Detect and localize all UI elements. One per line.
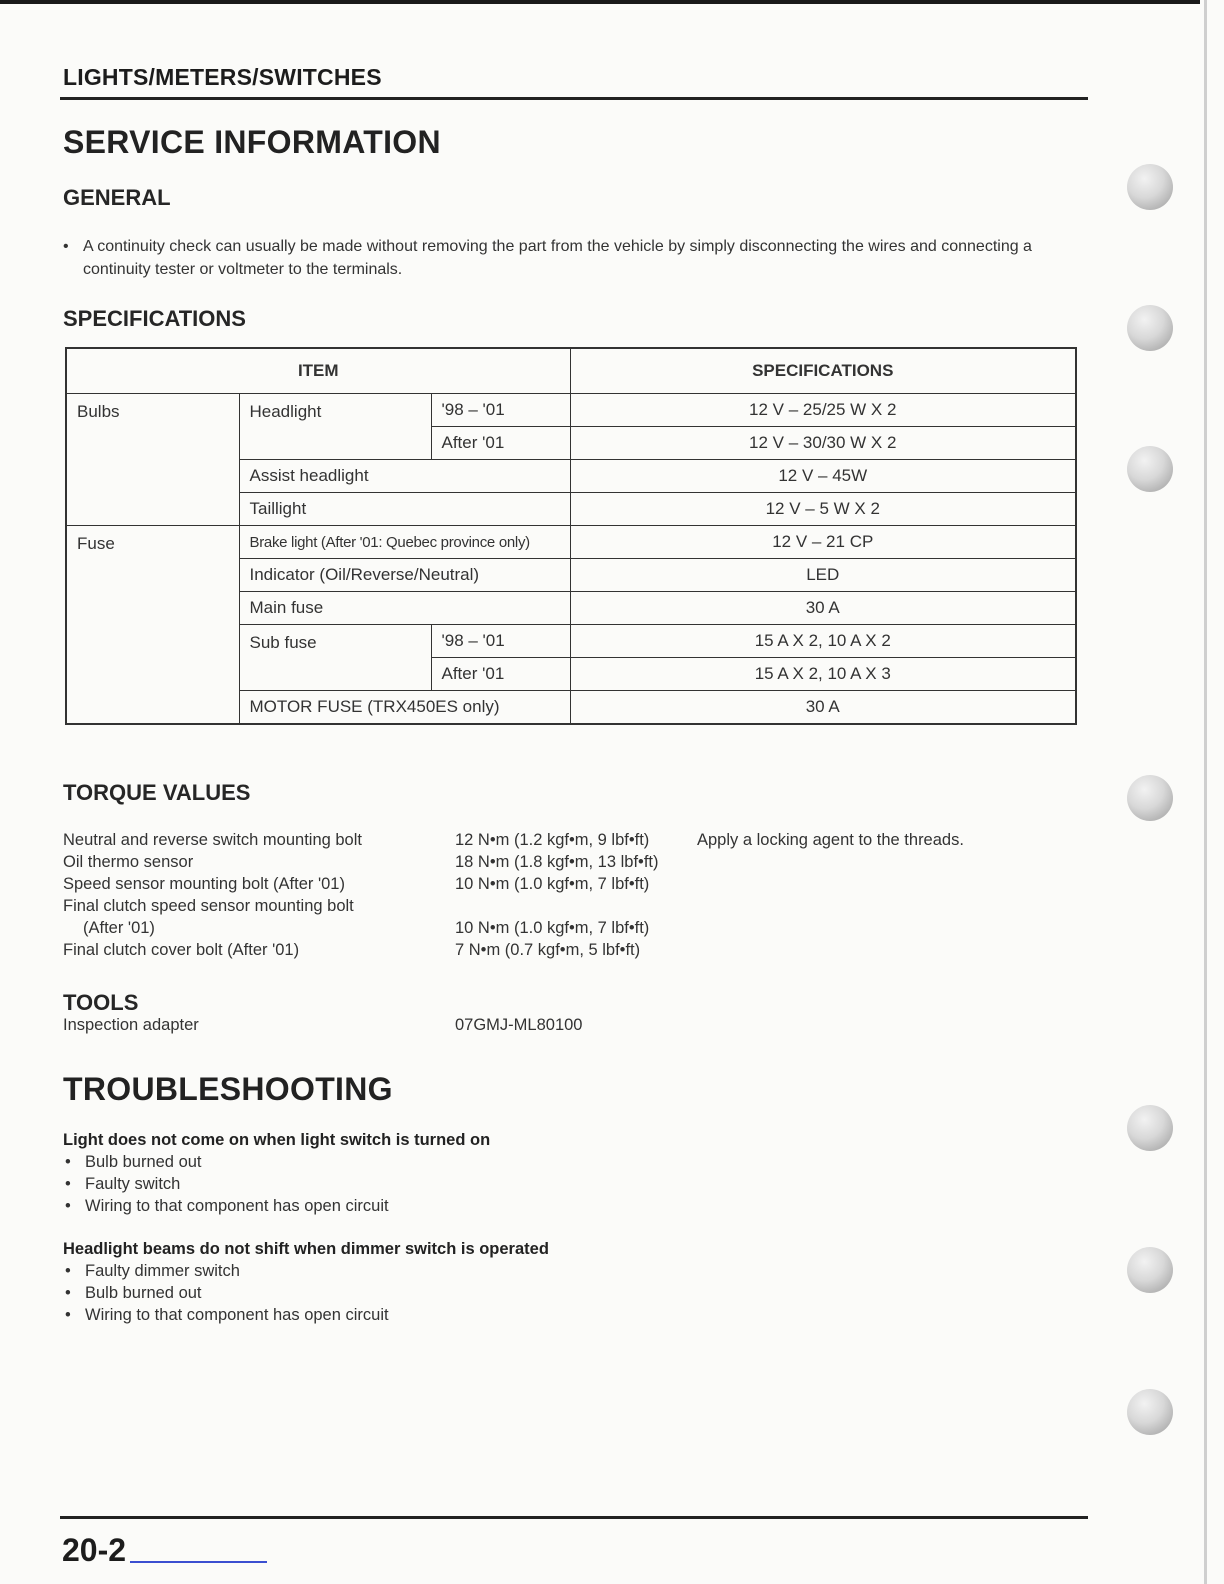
trouble-group: Light does not come on when light switch is turned on • Bulb burned out • Faulty switch • Wiring to that component has open circuit	[63, 1131, 491, 1215]
row-item: Sub fuse	[239, 625, 431, 691]
row-item: Main fuse	[239, 592, 570, 625]
row-spec: 15 A X 2, 10 A X 2	[570, 625, 1076, 658]
trouble-group: Headlight beams do not shift when dimmer switch is operated • Faulty dimmer switch • Bulb burned out • Wiring to that component has open circuit	[63, 1240, 549, 1324]
service-information-title: SERVICE INFORMATION	[63, 124, 441, 160]
torque-note: Apply a locking agent to the threads.	[697, 831, 964, 849]
general-bullet: • A continuity check can usually be made without removing the part from the vehicle by simply disconnecting the wires and connecting a continuity tester or voltmeter to the terminals.	[63, 235, 1083, 281]
tool-item: Inspection adapter	[63, 1016, 199, 1034]
row-item: Assist headlight	[239, 460, 570, 493]
torque-item: Neutral and reverse switch mounting bolt	[63, 831, 362, 849]
trouble-group-title: Light does not come on when light switch is turned on	[63, 1131, 491, 1149]
footer-rule	[60, 1516, 1088, 1519]
row-spec: 12 V – 21 CP	[570, 526, 1076, 559]
torque-item: Oil thermo sensor	[63, 853, 194, 871]
col-spec-header: SPECIFICATIONS	[570, 348, 1076, 394]
table-row	[66, 526, 1076, 559]
torque-value: 10 N•m (1.0 kgf•m, 7 lbf•ft)	[455, 875, 650, 893]
row-sub: '98 – '01	[431, 625, 570, 658]
row-spec: LED	[570, 559, 1076, 592]
troubleshooting-title: TROUBLESHOOTING	[63, 1071, 393, 1107]
binder-hole-icon	[1127, 1389, 1173, 1435]
specifications-title: SPECIFICATIONS	[63, 306, 246, 331]
trouble-item: Faulty dimmer switch	[85, 1262, 240, 1280]
torque-item: Final clutch cover bolt (After '01)	[63, 941, 300, 959]
row-spec: 15 A X 2, 10 A X 3	[570, 658, 1076, 691]
row-spec: 12 V – 45W	[570, 460, 1076, 493]
row-item: Headlight	[239, 394, 431, 460]
row-spec: 12 V – 30/30 W X 2	[570, 427, 1076, 460]
row-spec: 30 A	[570, 592, 1076, 625]
specifications-table	[65, 347, 1077, 725]
binder-hole-icon	[1127, 1247, 1173, 1293]
row-item: Taillight	[239, 493, 570, 526]
binder-hole-icon	[1127, 446, 1173, 492]
torque-value: 18 N•m (1.8 kgf•m, 13 lbf•ft)	[455, 853, 659, 871]
row-item: Brake light (After '01: Quebec province only)	[239, 526, 570, 559]
general-title: GENERAL	[63, 185, 171, 210]
table-row	[66, 394, 1076, 427]
row-sub: '98 – '01	[431, 394, 570, 427]
trouble-group-title: Headlight beams do not shift when dimmer switch is operated	[63, 1240, 549, 1258]
trouble-item: Faulty switch	[85, 1175, 181, 1193]
header-rule	[60, 97, 1088, 100]
torque-values-title: TORQUE VALUES	[63, 780, 251, 805]
row-spec: 12 V – 25/25 W X 2	[570, 394, 1076, 427]
binder-hole-icon	[1127, 1105, 1173, 1151]
page-underline	[130, 1561, 267, 1563]
binder-hole-icon	[1127, 164, 1173, 210]
row-spec: 30 A	[570, 691, 1076, 725]
torque-value: 10 N•m (1.0 kgf•m, 7 lbf•ft)	[455, 919, 650, 937]
col-item-header: ITEM	[66, 348, 570, 394]
table-header-row	[66, 348, 1076, 394]
trouble-item: Wiring to that component has open circuit	[85, 1197, 389, 1215]
group-bulbs: Bulbs	[66, 394, 239, 526]
binder-hole-icon	[1127, 775, 1173, 821]
top-edge-bar	[0, 0, 1200, 4]
torque-item: (After '01)	[83, 919, 155, 937]
torque-item: Speed sensor mounting bolt (After '01)	[63, 875, 345, 893]
trouble-item: Wiring to that component has open circuit	[85, 1306, 389, 1324]
page-number: 20-2	[62, 1532, 127, 1568]
general-bullet-text: A continuity check can usually be made without removing the part from the vehicle by simply disconnecting the wires and connecting a continuity tester or voltmeter to the terminals.	[83, 238, 1032, 278]
group-fuse: Fuse	[66, 526, 239, 725]
page-right-edge	[1204, 0, 1207, 1584]
row-item: Indicator (Oil/Reverse/Neutral)	[239, 559, 570, 592]
tools-row	[63, 1016, 763, 1038]
torque-item: Final clutch speed sensor mounting bolt	[63, 897, 354, 915]
binder-hole-icon	[1127, 305, 1173, 351]
row-item: MOTOR FUSE (TRX450ES only)	[239, 691, 570, 725]
row-spec: 12 V – 5 W X 2	[570, 493, 1076, 526]
row-sub: After '01	[431, 658, 570, 691]
tools-title: TOOLS	[63, 990, 139, 1015]
torque-value: 7 N•m (0.7 kgf•m, 5 lbf•ft)	[455, 941, 641, 959]
trouble-item: Bulb burned out	[85, 1284, 202, 1302]
tool-part-number: 07GMJ-ML80100	[455, 1016, 583, 1034]
torque-value: 12 N•m (1.2 kgf•m, 9 lbf•ft)	[455, 831, 650, 849]
row-sub: After '01	[431, 427, 570, 460]
trouble-item: Bulb burned out	[85, 1153, 202, 1171]
section-header: LIGHTS/METERS/SWITCHES	[63, 64, 382, 90]
